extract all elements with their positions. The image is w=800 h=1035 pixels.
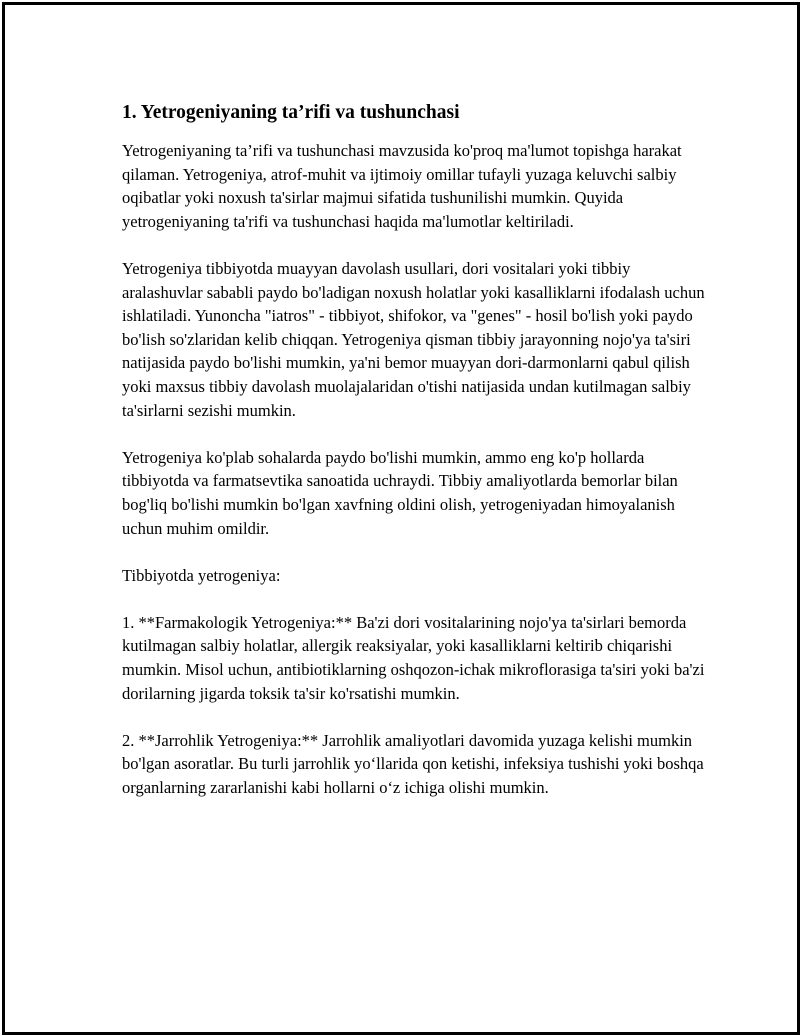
section-heading: 1. Yetrogeniyaning ta’rifi va tushunchasi bbox=[122, 102, 460, 123]
paragraph-medical-usage: Yetrogeniya tibbiyotda muayyan davolash usullari, dori vositalari yoki tibbiy aralashuvlar sababli paydo bo'ladigan noxush holatlar yoki kasalliklarni ifodalash uchun ishlatiladi. Yunoncha "iatros" - tibbiyot, shifokor, va "genes" - hosil bo'lish yoki paydo bo'lish so'zlaridan kelib chiqqan. Yetrogeniya qisman tibbiy jarayonning nojo'ya ta'siri natijasida paydo bo'lishi mumkin, ya'ni bemor muayyan dori-darmonlarni qabul qilish yoki maxsus tibbiy davolash muolajalaridan o'tishi natijasida undan kutilmagan salbiy ta'sirlarni sezishi mumkin. bbox=[122, 258, 705, 420]
page-frame bbox=[2, 2, 800, 1035]
document-body bbox=[118, 101, 708, 823]
paragraph-pharmacological: 1. **Farmakologik Yetrogeniya:** Ba'zi dori vositalarining nojo'ya ta'sirlari bemorda kutilmagan salbiy holatlar, allergik reaksiyalar, yoki kasalliklarni keltirib chiqarishi mumkin. Misol uchun, antibiotiklarning oshqozon-ichak mikroflorasiga ta'siri yoki ba'zi dorilarning jigarda toksik ta'sir ko'rsatishi mumkin. bbox=[122, 612, 705, 703]
paragraph-definition-intro: Yetrogeniyaning ta’rifi va tushunchasi mavzusida ko'proq ma'lumot topishga harakat qilaman. Yetrogeniya, atrof-muhit va ijtimoiy omillar tufayli yuzaga keluvchi salbiy oqibatlar yoki noxush ta'sirlar majmui sifatida tushunilishi mumkin. Quyida yetrogeniyaning ta'rifi va tushunchasi haqida ma'lumotlar keltiriladi. bbox=[122, 141, 682, 231]
paragraph-subheading: Tibbiyotda yetrogeniya: bbox=[122, 565, 281, 585]
paragraph-occurrence: Yetrogeniya ko'plab sohalarda paydo bo'lishi mumkin, ammo eng ko'p hollarda tibbiyotda va farmatsevtika sanoatida uchraydi. Tibbiy amaliyotlarda bemorlar bilan bog'liq bo'lishi mumkin bo'lgan xavfning oldini olish, yetrogeniyadan himoyalanish uchun muhim omildir. bbox=[122, 447, 678, 538]
paragraph-surgical: 2. **Jarrohlik Yetrogeniya:** Jarrohlik amaliyotlari davomida yuzaga kelishi mumkin bo'lgan asoratlar. Bu turli jarrohlik yo‘llarida qon ketishi, infeksiya tushishi yoki boshqa organlarning zararlanishi kabi hollarni o‘z ichiga olishi mumkin. bbox=[122, 730, 704, 798]
